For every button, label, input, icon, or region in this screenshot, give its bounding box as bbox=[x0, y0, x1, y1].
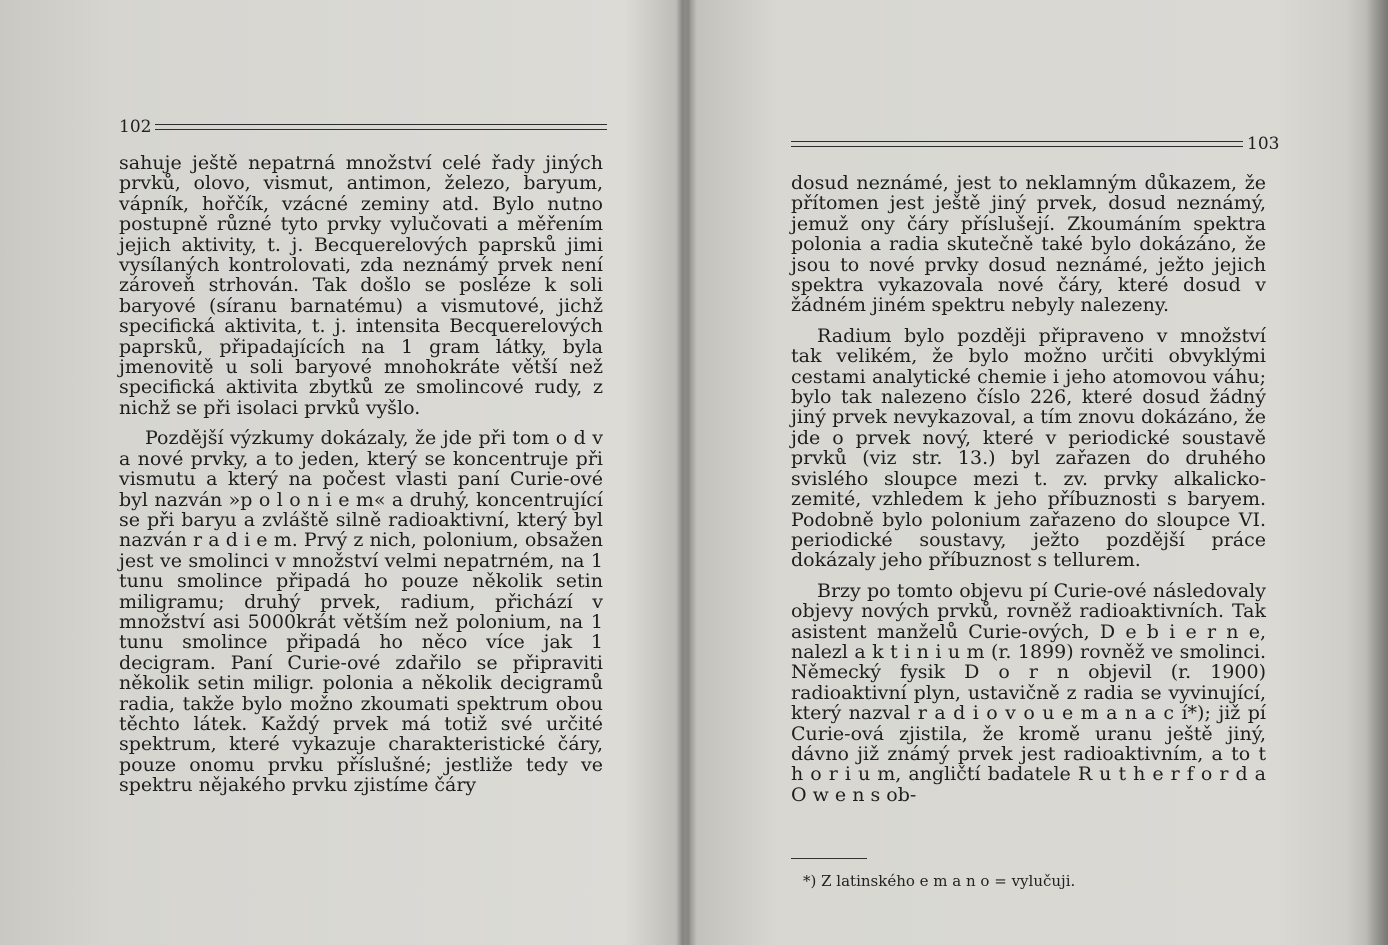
right-page-body bbox=[791, 173, 1266, 805]
paragraph: Radium bylo později připraveno v množství tak velikém, že bylo možno určiti obvyklými cestami analytické chemie i jeho atomovou váhu; bylo tak nalezeno číslo 226, které dosud žádný jiný prvek nevykazoval, a tím znovu dokázáno, že jde o prvek nový, které v periodické soustavě prvků (viz str. 13.) byl zařazen do druhého svislého sloupce mezi t. zv. prvky alkalicko-zemité, vzhledem k jeho příbuznosti s baryem. Podobně bylo polonium zařazeno do sloupce VI. periodické soustavy, ježto pozdější práce dokázaly jeho příbuznost s tellurem. bbox=[791, 324, 1266, 572]
footnote-rule bbox=[791, 858, 867, 859]
left-page-header bbox=[119, 117, 607, 137]
footnote: *) Z latinského e m a n o = vylučuji. bbox=[803, 872, 1076, 890]
paragraph: Brzy po tomto objevu pí Curie-ové následovaly objevy nových prvků, rovněž radioaktivních. Tak asistent manželů Curie-ových, D e b i e r n e, nalezl a k t i n i u m (r. 1899) rovněž ve smolinci. Německý fysik D o r n objevil (r. 1900) radioaktivní plyn, ustavičně z radia se vyvinující, který nazval r a d i o v o u e m a n a c í*); již pí Curie-ová zjistila, že kromě uranu ještě jiný, dávno již známý prvek jest radioaktivním, a to t h o r i u m, angličtí badatele R u t h e r f o r d a O w e n s ob- bbox=[791, 579, 1266, 806]
paragraph: dosud neznámé, jest to neklamným důkazem, že přítomen jest ještě jiný prvek, dosud neznámý, jemuž ony čáry příslušejí. Zkoumáním spektra polonia a radia skutečně také bylo dokázáno, že jsou to nové prvky dosud neznámé, ježto jejich spektra vykazovala nové čáry, které dosud v žádném jiném spektru nebyly nalezeny. bbox=[791, 172, 1266, 317]
left-page-body bbox=[119, 153, 603, 796]
header-rule-right bbox=[791, 141, 1243, 147]
right-page bbox=[690, 0, 1388, 945]
paragraph: sahuje ještě nepatrná množství celé řady jiných prvků, olovo, vismut, antimon, železo, baryum, vápník, hořčík, vzácné zeminy atd. Bylo nutno postupně různé tyto prvky vylučovati a měřením jejich aktivity, t. j. Becquerelových paprsků jimi vysílaných kontrolovati, zda neznámý prvek není zároveň strhován. Tak došlo se posléze k soli baryové (síranu barnatému) a vismutové, jichž specifická aktivita, t. j. intensita Becquerelových paprsků, připadajících na 1 gram látky, byla jmenovitě u soli baryové mnohokráte větší než specifická aktivita zbytků ze smolincové rudy, z nichž se při isolaci prvků vyšlo. bbox=[119, 152, 603, 419]
page-number-right: 103 bbox=[1247, 134, 1280, 154]
paragraph: Pozdější výzkumy dokázaly, že jde při tom o d v a nové prvky, a to jeden, který se koncentruje při vismutu a který na počest vlasti paní Curie-ové byl nazván »p o l o n i e m« a druhý, koncentrující se při baryu a zvláště silně radioaktivní, který byl nazván r a d i e m. Prvý z nich, polonium, obsažen jest ve smolinci v množství velmi nepatrném, na 1 tunu smolince připadá ho pouze několik setin miligramu; druhý prvek, radium, přichází v množství asi 5000krát větším než polonium, na 1 tunu smolince připadá ho něco více jak 1 decigram. Paní Curie-ové zdařilo se připraviti několik setin miligr. polonia a několik decigramů radia, takže bylo možno zkoumati spektrum obou těchto látek. Každý prvek má totiž své určité spektrum, které vykazuje charakteristické čáry, pouze onomu prvku příslušné; jestliže tedy ve spektru nějakého prvku zjistíme čáry bbox=[119, 427, 603, 797]
page-number-left: 102 bbox=[119, 117, 152, 137]
book-gutter bbox=[676, 0, 690, 945]
header-rule-left bbox=[155, 124, 607, 130]
right-page-header bbox=[791, 134, 1279, 154]
left-page bbox=[0, 0, 676, 945]
